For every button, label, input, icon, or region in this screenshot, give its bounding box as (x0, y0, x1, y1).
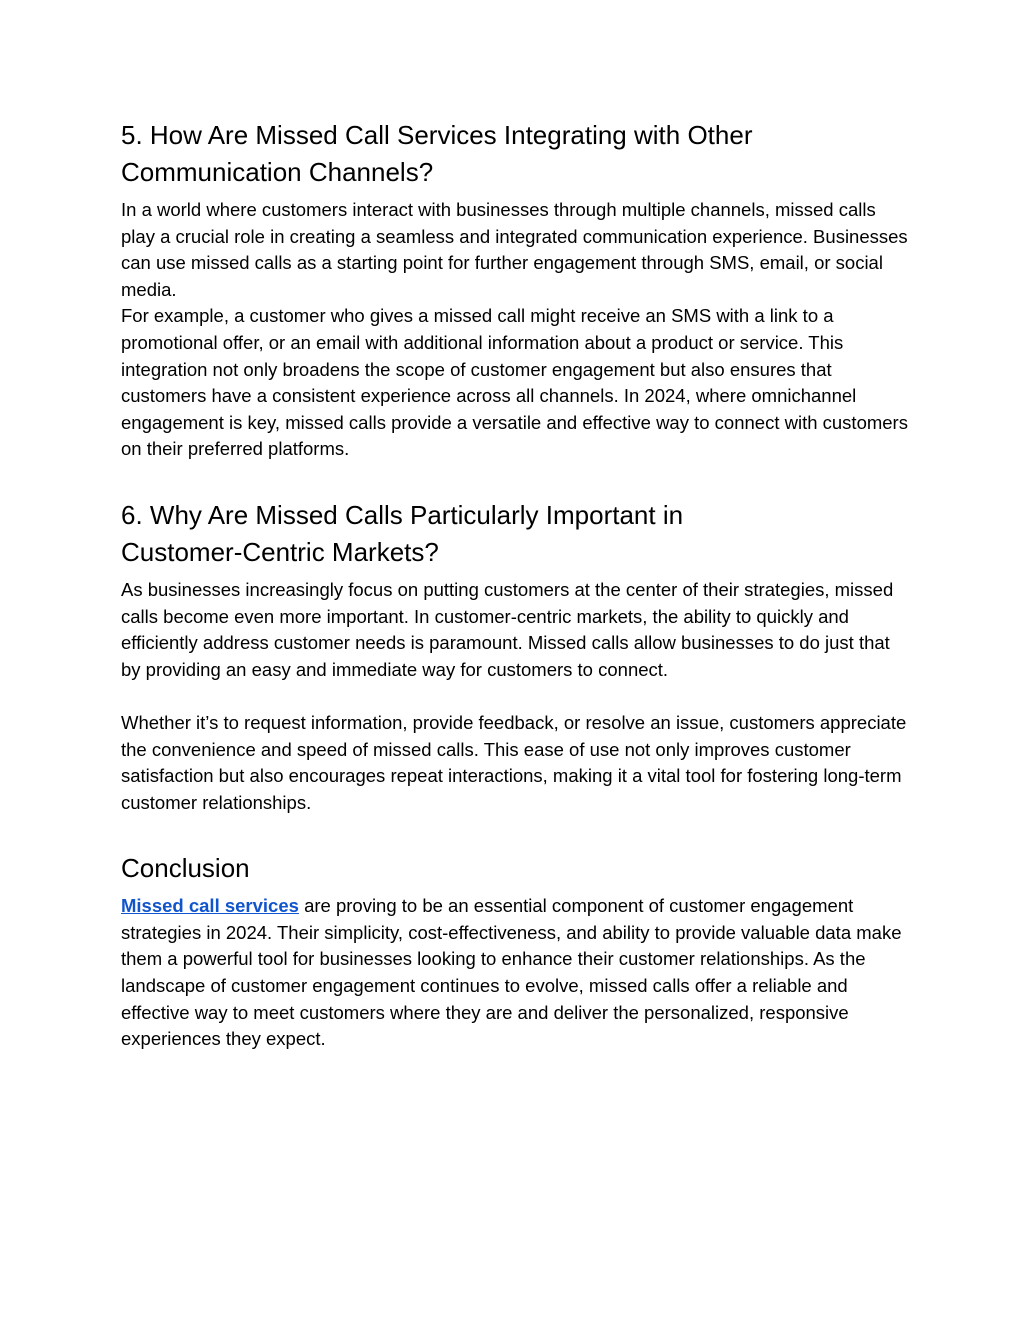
paragraph-spacer (121, 683, 911, 710)
document-page (121, 117, 911, 1053)
section-5-paragraph-1: In a world where customers interact with businesses through multiple channels, missed calls play a crucial role in creating a seamless and integrated communication experience. Businesses can use missed calls as a starting point for further engagement through SMS, email, or social media. (121, 199, 908, 300)
section-spacer (121, 816, 911, 850)
section-spacer (121, 463, 911, 497)
section-5-heading: 5. How Are Missed Call Services Integrating with Other Communication Channels? (121, 120, 753, 187)
missed-call-services-link[interactable]: Missed call services (121, 895, 299, 917)
section-6-heading: 6. Why Are Missed Calls Particularly Important in Customer-Centric Markets? (121, 499, 684, 567)
conclusion-heading: Conclusion (121, 853, 250, 884)
section-5-paragraph-2: For example, a customer who gives a missed call might receive an SMS with a link to a promotional offer, or an email with additional information about a product or service. This integration not only broadens the scope of customer engagement but also ensures that customers have a consistent experience across all channels. In 2024, where omnichannel engagement is key, missed calls provide a versatile and effective way to connect with customers on their preferred platforms. (121, 305, 908, 460)
section-6-paragraph-2: Whether it’s to request information, provide feedback, or resolve an issue, customers appreciate the convenience and speed of missed calls. This ease of use not only improves customer satisfaction but also encourages repeat interactions, making it a vital tool for fostering long-term customer relationships. (121, 711, 907, 813)
conclusion-paragraph (121, 893, 911, 1053)
section-6-paragraph-1: As businesses increasingly focus on putting customers at the center of their strategies, missed calls become even more important. In customer-centric markets, the ability to quickly and efficiently address customer needs is paramount. Missed calls allow businesses to do just that by providing an easy and immediate way for customers to connect. (121, 578, 894, 680)
conclusion-paragraph-text: are proving to be an essential component of customer engagement strategies in 2024. Their simplicity, cost-effectiveness, and ability to provide valuable data make them a powerful tool for businesses looking to enhance their customer relationships. As the landscape of customer engagement continues to evolve, missed calls offer a reliable and effective way to meet customers where they are and deliver the personalized, responsive experiences they expect. (121, 895, 902, 1050)
